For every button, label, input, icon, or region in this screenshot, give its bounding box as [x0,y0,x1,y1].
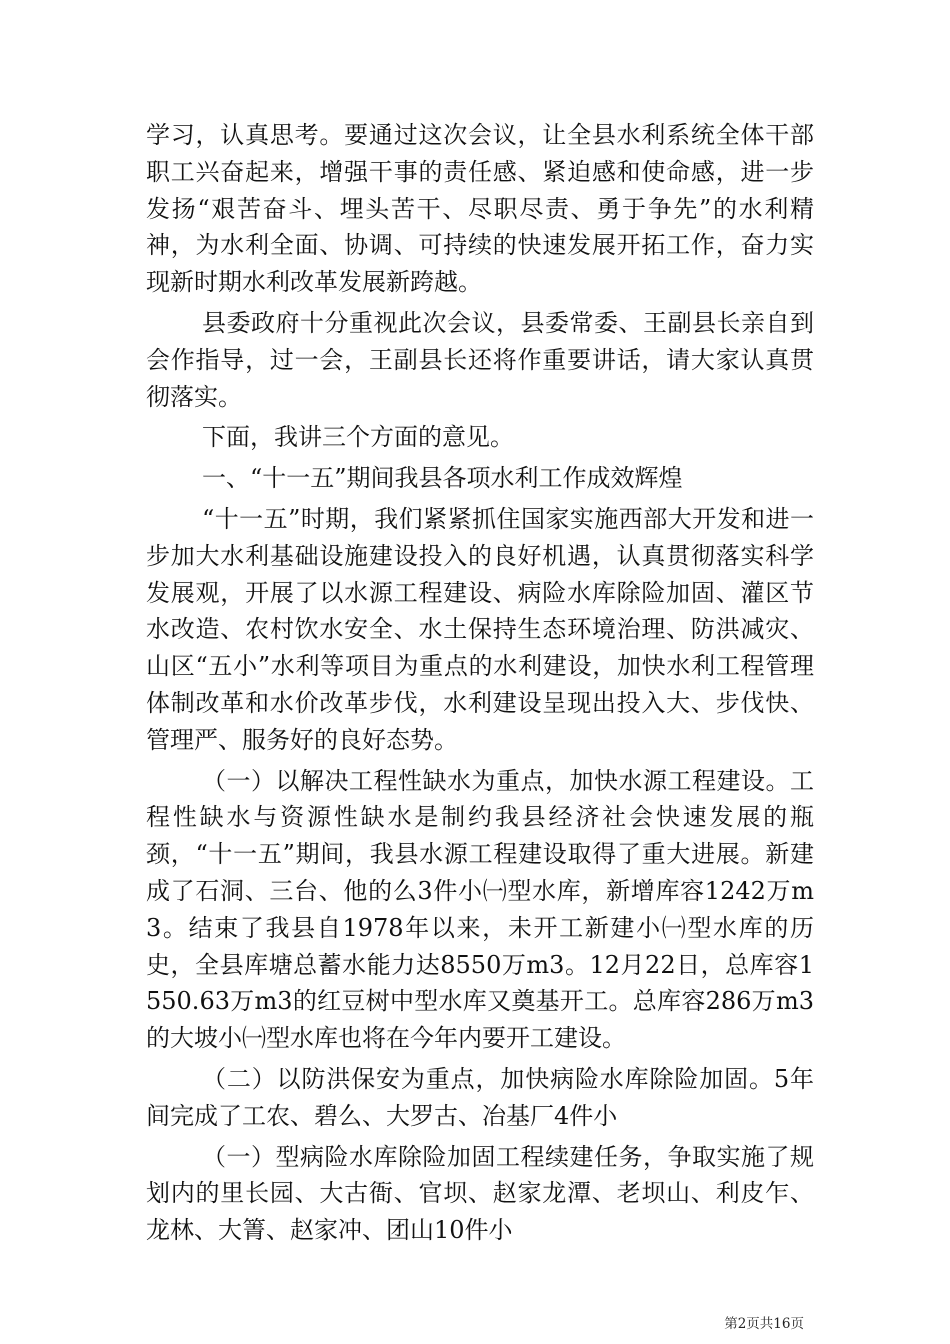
paragraph-3: 下面，我讲三个方面的意见。 [202,423,514,452]
page-number-footer: 第2页共16页 [724,1316,804,1332]
section-heading-1: 一、“十一五”期间我县各项水利工作成效辉煌 [202,464,683,493]
paragraph-7: （一）型病险水库除险加固工程续建任务，争取实施了规划内的里长园、大古衙、官坝、赵家龙潭、老坝山、利皮乍、龙林、大箐、赵家冲、团山10件小 [146,1142,814,1245]
paragraph-1: 学习，认真思考。要通过这次会议，让全县水利系统全体干部职工兴奋起来，增强干事的责任感、紧迫感和使命感，进一步发扬“艰苦奋斗、埋头苦干、尽职尽责、勇于争先”的水利精神，为水利全面、协调、可持续的快速发展开拓工作，奋力实现新时期水利改革发展新跨越。 [146,121,814,297]
paragraph-6: （二）以防洪保安为重点，加快病险水库除险加固。5年间完成了工农、碧么、大罗古、冶基厂4件小 [146,1064,814,1130]
paragraph-4: “十一五”时期，我们紧紧抓住国家实施西部大开发和进一步加大水利基础设施建设投入的良好机遇，认真贯彻落实科学发展观，开展了以水源工程建设、病险水库除险加固、灌区节水改造、农村饮水安全、水土保持生态环境治理、防洪减灾、山区“五小”水利等项目为重点的水利建设，加快水利工程管理体制改革和水价改革步伐，水利建设呈现出投入大、步伐快、管理严、服务好的良好态势。 [146,504,814,754]
paragraph-5: （一）以解决工程性缺水为重点，加快水源工程建设。工程性缺水与资源性缺水是制约我县经济社会快速发展的瓶颈，“十一五”期间，我县水源工程建设取得了重大进展。新建成了石洞、三台、他的么3件小㈠型水库，新增库容1242万m3。结束了我县自1978年以来，未开工新建小㈠型水库的历史，全县库塘总蓄水能力达8550万m3。12月22日，总库容1550.63万m3的红豆树中型水库又奠基开工。总库容286万m3的大坡小㈠型水库也将在今年内要开工建设。 [146,766,814,1053]
paragraph-2: 县委政府十分重视此次会议，县委常委、王副县长亲自到会作指导，过一会，王副县长还将作重要讲话，请大家认真贯彻落实。 [146,308,814,411]
document-body [146,117,814,1249]
